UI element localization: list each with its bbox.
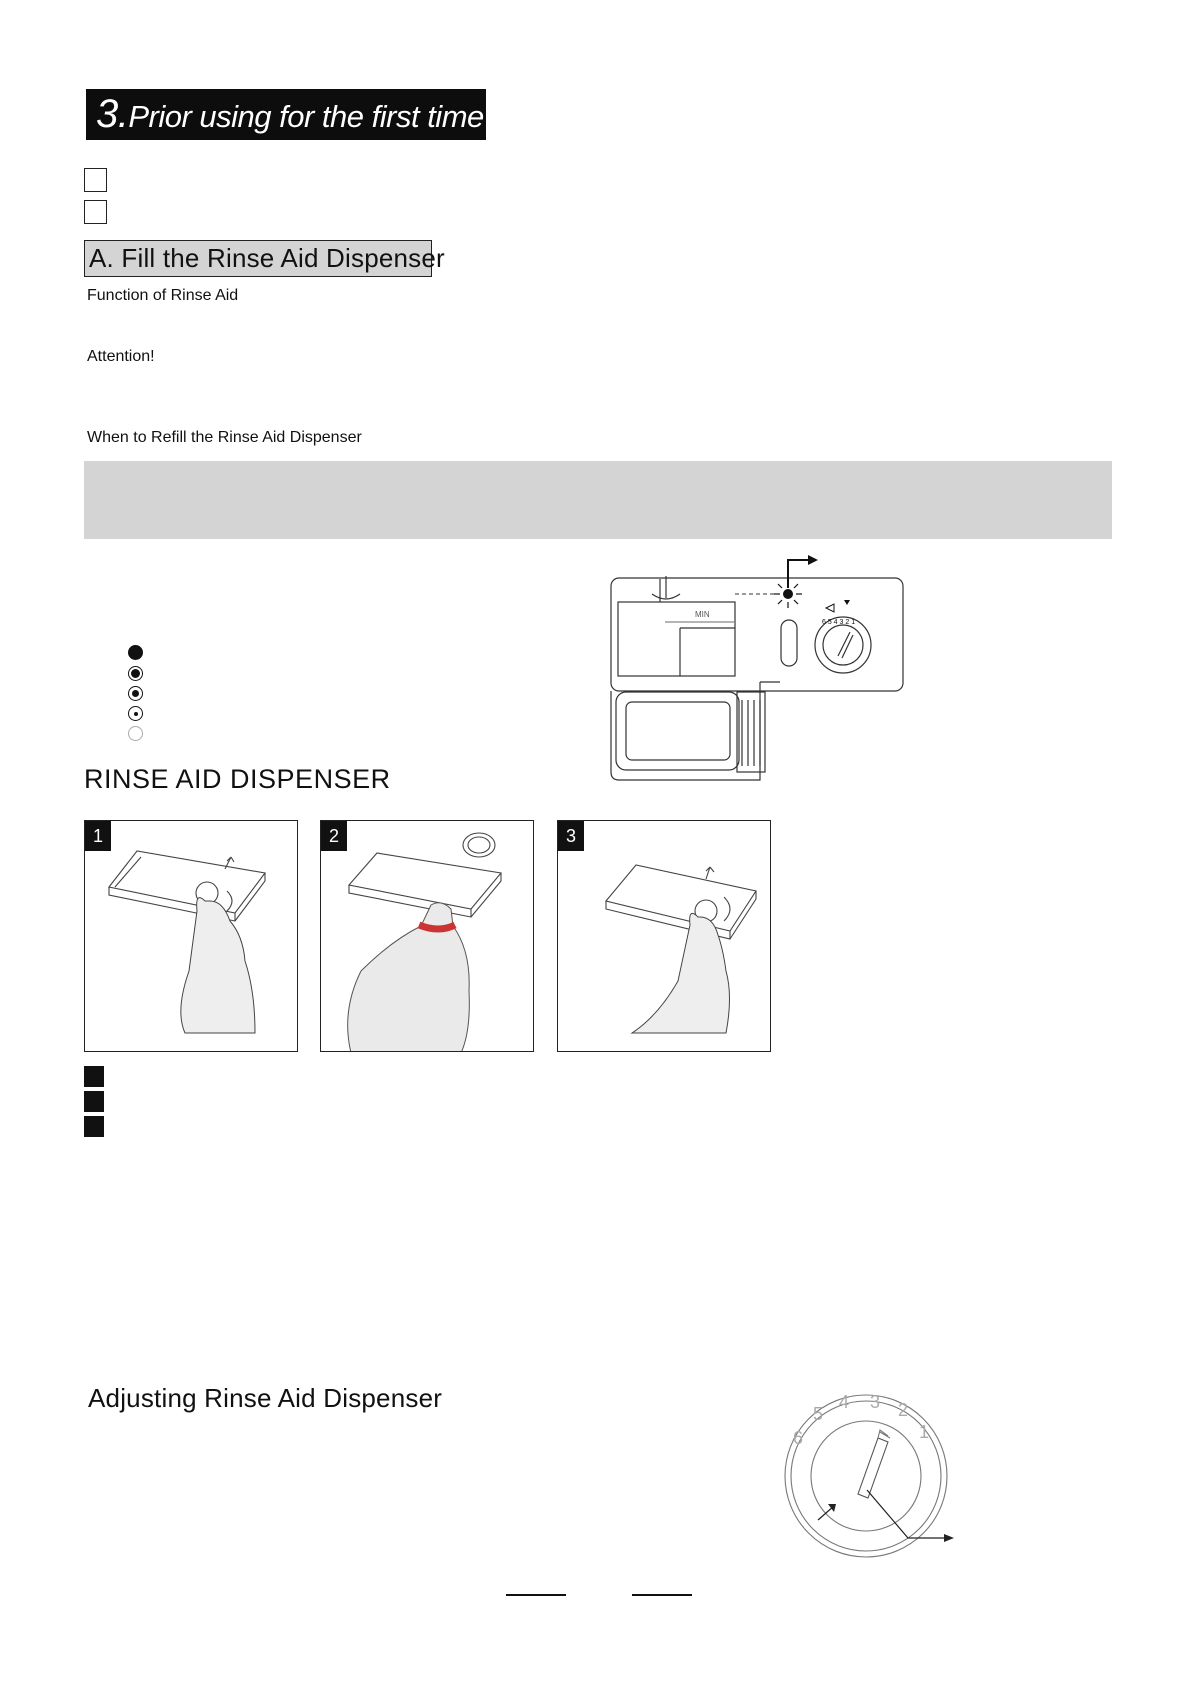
list-marker-3 [84, 1116, 104, 1137]
section-title [86, 89, 486, 140]
section-title-text: Prior using for the first time [128, 99, 484, 134]
dial-number-2: 2 [897, 1400, 909, 1420]
underline-1 [506, 1594, 566, 1596]
step-number-3: 3 [558, 821, 584, 851]
step-3-illustration [558, 821, 771, 1052]
list-marker-2 [84, 1091, 104, 1112]
svg-text:6 5 4 3 2 1: 6 5 4 3 2 1 [822, 619, 856, 626]
adjusting-heading: Adjusting Rinse Aid Dispenser [88, 1383, 443, 1413]
step-panel-2 [320, 820, 534, 1052]
step-1-illustration [85, 821, 298, 1052]
refill-label: When to Refill the Rinse Aid Dispenser [87, 429, 362, 446]
adjuster-dial-diagram [776, 1380, 976, 1570]
step-number-2: 2 [321, 821, 347, 851]
step-number-1: 1 [85, 821, 111, 851]
min-label: MIN [695, 610, 710, 619]
rinse-indicator-1-2-icon [128, 686, 143, 701]
list-marker-1 [84, 1066, 104, 1087]
dial-number-5: 5 [812, 1404, 824, 1424]
checkbox-1[interactable] [84, 168, 107, 192]
step-2-illustration [321, 821, 534, 1052]
checkbox-2[interactable] [84, 200, 107, 224]
dial-number-6: 6 [792, 1428, 804, 1448]
dial-number-3: 3 [869, 1392, 881, 1412]
function-of-rinse-aid-label: Function of Rinse Aid [87, 287, 239, 304]
dial-number-4: 4 [838, 1392, 850, 1412]
attention-label: Attention! [87, 348, 155, 365]
underline-2 [632, 1594, 692, 1596]
section-number: 3. [96, 92, 129, 136]
dial-number-1: 1 [918, 1422, 930, 1442]
rinse-aid-dispenser-heading: RINSE AID DISPENSER [84, 764, 391, 794]
rinse-indicator-1-4-icon [128, 706, 143, 721]
note-band [84, 461, 1112, 539]
rinse-indicator-empty-icon [128, 726, 143, 741]
step-panel-1 [84, 820, 298, 1052]
fill-rinse-aid-heading: A. Fill the Rinse Aid Dispenser [84, 240, 432, 277]
rinse-indicator-3-4-icon [128, 666, 143, 681]
dispenser-diagram [600, 552, 910, 792]
rinse-indicator-full-icon [128, 645, 143, 660]
step-panel-3 [557, 820, 771, 1052]
